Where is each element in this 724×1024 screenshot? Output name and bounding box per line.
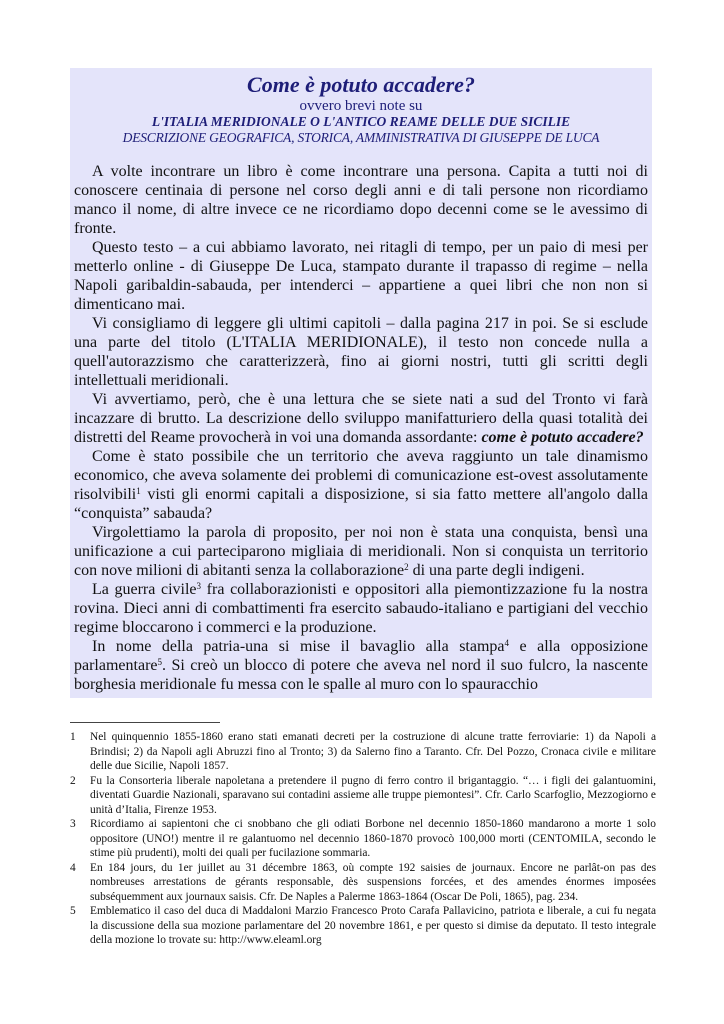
paragraph-6: [74, 523, 648, 580]
footnote-text: Fu la Consorteria liberale napoletana a pretendere il pugno di ferro contro il brigantaggio. “… i figli dei galantuomini, diventati Guardie Nazionali, sparavano sui contadini assieme alle truppe piemontesi”. Cfr. Carlo Scarfoglio, Mezzogiorno e unità d’Italia, Firenze 1953.: [90, 774, 656, 816]
paragraph-6-text-a: Virgolettiamo la parola di proposito, per noi non è stata una conquista, bensì una unificazione a cui parteciparono migliaia di meridionali. Non si conquista un territorio con nove milioni di abitanti senza la collaborazione: [74, 524, 648, 579]
footnote-ref-1[interactable]: 1: [136, 486, 141, 496]
body-text: [70, 162, 652, 694]
paragraph-8-text-c: . Si creò un blocco di potere che aveva nel nord il suo fulcro, la nascente borghesia meridionale fu messa con le spalle al muro con lo spauracchio: [74, 657, 648, 693]
footnote-divider: [70, 722, 220, 723]
paragraph-1: A volte incontrare un libro è come incontrare una persona. Capita a tutti noi di conoscere centinaia di persone nel corso degli anni e di tali persone non ricordiamo manco il nome, di altre invece ce ne ricordiamo dopo decenni come se le avessimo di fronte.: [74, 163, 648, 237]
footnote-ref-3[interactable]: 3: [196, 581, 202, 591]
footnote-ref-2[interactable]: 2: [404, 562, 409, 572]
footnotes: [70, 730, 656, 948]
footnote-2: [70, 774, 656, 818]
footnote-number: 2: [70, 774, 76, 787]
footnote-text: Nel quinquennio 1855-1860 erano stati emanati decreti per la costruzione di alcune tratte ferroviarie: 1) da Napoli a Brindisi; 2) da Napoli agli Abruzzi fino al Tronto; 3) da Salerno fino a Taranto. Cfr. Del Pozzo, Cronaca civile e militare delle due Sicilie, Napoli 1857.: [90, 731, 656, 772]
footnote-3: [70, 817, 656, 861]
book-description: DESCRIZIONE GEOGRAFICA, STORICA, AMMINISTRATIVA DI GIUSEPPE DE LUCA: [122, 130, 600, 145]
paragraph-7-text-b: fra collaborazionisti e oppositori alla piemontizzazione fu la nostra rovina. Dieci anni di combattimenti fra esercito sabaudo-italiano e partigiani del vecchio regime bloccarono i commerci e la produzione.: [74, 581, 648, 636]
footnote-5: [70, 904, 656, 948]
paragraph-8-text-a: In nome della patria-una si mise il bavaglio alla stampa: [92, 638, 505, 655]
paragraph-2: Questo testo – a cui abbiamo lavorato, nei ritagli di tempo, per un paio di mesi per metterlo online - di Giuseppe De Luca, stampato durante il trapasso di regime – nella Napoli garibaldin-sabauda, per intenderci – appartiene a quei libri che non non si dimenticano mai.: [74, 239, 648, 313]
paragraph-5-text-a: Come è stato possibile che un territorio che aveva raggiunto un tale dinamismo economico, che aveva solamente dei problemi di comunicazione est-ovest assolutamente risolvibili: [74, 448, 648, 503]
footnote-text: En 184 jours, du 1er juillet au 31 décembre 1863, où compte 192 saisies de journaux. Encore ne parlât-on pas des nombreuses arrestations de gérants responsable, dès suspensions forcées, et des amendes énormes imposées subséquemment aux journaux saisis. Cfr. De Naples a Palerme 1863-1864 (Oscar De Poli, 1865), pag. 234.: [90, 861, 656, 903]
paragraph-8-text-b: e alla opposizione parlamentare: [74, 638, 649, 674]
footnote-ref-5[interactable]: 5: [157, 657, 162, 667]
paragraph-4-text: Vi avvertiamo, però, che è una lettura che se siete nati a sud del Tronto vi farà incazzare di brutto. La descrizione dello sviluppo manifatturiero della quasi totalità dei distretti del Reame provocherà in voi una domanda assordante:: [74, 391, 648, 446]
footnote-text: Ricordiamo ai sapientoni che ci snobbano che gli odiati Borbone nel decennio 1850-1860 mandarono a morte 1 solo oppositore (UNO!) mentre il re galantuomo nel decennio 1860-1870 provocò 100,000 morti (CENTOMILA, secondo le stime più prudenti), molti dei quali per fucilazione sommaria.: [90, 818, 656, 859]
paragraph-7-text-a: La guerra civile: [92, 581, 197, 598]
paragraph-8: [74, 637, 648, 694]
footnote-number: 1: [70, 731, 76, 743]
footnote-4: [70, 861, 656, 905]
book-title: L'ITALIA MERIDIONALE O L'ANTICO REAME DELLE DUE SICILIE: [151, 114, 571, 129]
paragraph-6-text-b: di una parte degli indigeni.: [408, 562, 585, 579]
footnote-number: 5: [70, 905, 76, 917]
footnote-text: Emblematico il caso del duca di Maddaloni Marzio Francesco Proto Carafa Pallavicino, patriota e liberale, a cui fu negata la discussione della sua mozione parlamentare del 20 novembre 1861, e per questo si dimise da deputato. Il testo integrale della mozione lo trovate su: http://www.eleaml.org: [90, 905, 656, 946]
paragraph-3: Vi consigliamo di leggere gli ultimi capitoli – dalla pagina 217 in poi. Se si esclude una parte del titolo (L'ITALIA MERIDIONALE), il testo non concede nulla a quell'autorazzismo che caratterizzerà, fino ai giorni nostri, tutti gli scritti degli intellettuali meridionali.: [74, 315, 648, 389]
paragraph-7: [74, 580, 648, 637]
footnote-ref-4[interactable]: 4: [504, 638, 510, 648]
subtitle-line: ovvero brevi note su: [299, 98, 423, 114]
footnote-number: 3: [70, 818, 76, 830]
emphasis-question: come è potuto accadere?: [481, 429, 644, 446]
footnote-number: 4: [70, 861, 76, 874]
paragraph-5: [74, 447, 648, 523]
page-title: Come è potuto accadere?: [247, 72, 475, 97]
paragraph-4: [74, 390, 648, 447]
footnote-1: [70, 730, 656, 774]
intro-box: [70, 68, 652, 698]
paragraph-5-text-b: visti gli enormi capitali a disposizione, si sia fatto mettere all'angolo dalla “conquista” sabauda?: [74, 486, 648, 522]
